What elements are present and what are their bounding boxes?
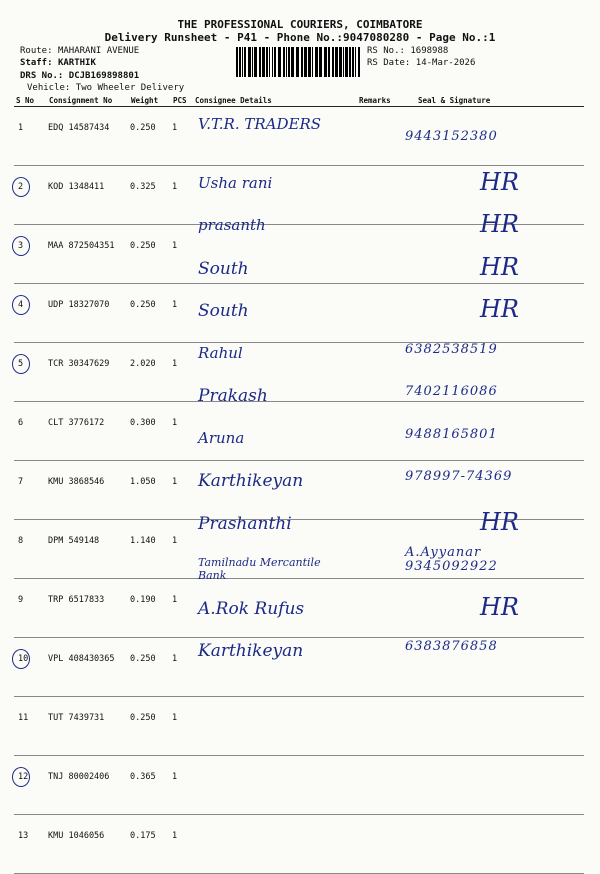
consignee-handwritten: South bbox=[198, 258, 249, 279]
row-signature-cell bbox=[416, 756, 584, 815]
consignee-handwritten: V.T.R. TRADERS bbox=[198, 115, 322, 133]
row-pcs: 1 bbox=[171, 697, 193, 756]
row-sno: 10 bbox=[14, 638, 47, 697]
signature-handwritten: 7402116086 bbox=[405, 384, 498, 399]
drs-value: DCJB169898801 bbox=[68, 71, 140, 81]
signature-handwritten: HR bbox=[480, 592, 519, 621]
row-consignment: KMU 1046056 bbox=[47, 815, 129, 874]
row-sno: 8 bbox=[14, 520, 47, 579]
rs-no-line bbox=[367, 46, 448, 57]
row-remarks-cell bbox=[357, 166, 416, 225]
row-consignee-cell bbox=[193, 756, 357, 815]
consignee-handwritten: prasanth bbox=[198, 216, 266, 234]
row-weight: 0.250 bbox=[129, 284, 171, 343]
circle-mark bbox=[12, 767, 30, 787]
header-row bbox=[14, 94, 584, 107]
rs-date-value: 14-Mar-2026 bbox=[415, 58, 476, 68]
row-consignment: CLT 3776172 bbox=[47, 402, 129, 461]
rs-no-label: RS No.: bbox=[367, 46, 405, 56]
row-weight: 0.365 bbox=[129, 756, 171, 815]
row-pcs: 1 bbox=[171, 166, 193, 225]
consignee-handwritten: Prakash bbox=[198, 386, 268, 406]
signature-handwritten: 6383876858 bbox=[405, 639, 498, 654]
circle-mark bbox=[12, 354, 30, 374]
row-pcs: 1 bbox=[171, 756, 193, 815]
circle-mark bbox=[12, 177, 30, 197]
row-remarks-cell bbox=[357, 284, 416, 343]
col-consignment: Consignment No bbox=[47, 94, 129, 107]
rs-date-line bbox=[367, 58, 475, 69]
consignee-handwritten: Aruna bbox=[198, 428, 245, 447]
row-remarks-cell bbox=[357, 815, 416, 874]
row-sno: 5 bbox=[14, 343, 47, 402]
col-signature: Seal & Signature bbox=[416, 94, 584, 107]
row-sno: 9 bbox=[14, 579, 47, 638]
row-signature-cell bbox=[416, 815, 584, 874]
col-sno: S No bbox=[14, 94, 47, 107]
vehicle-label: Vehicle: bbox=[27, 83, 71, 93]
table-row bbox=[14, 756, 584, 815]
signature-handwritten: HR bbox=[480, 252, 519, 281]
row-consignment: KMU 3868546 bbox=[47, 461, 129, 520]
row-weight: 0.325 bbox=[129, 166, 171, 225]
signature-handwritten: 978997-74369 bbox=[405, 469, 513, 484]
signature-handwritten: 6382538519 bbox=[405, 341, 498, 357]
row-sno: 13 bbox=[14, 815, 47, 874]
row-pcs: 1 bbox=[171, 225, 193, 284]
row-weight: 0.300 bbox=[129, 402, 171, 461]
staff-label: Staff: bbox=[20, 58, 53, 68]
row-consignment: TUT 7439731 bbox=[47, 697, 129, 756]
route-label: Route: bbox=[20, 46, 53, 56]
row-consignment: TNJ 80002406 bbox=[47, 756, 129, 815]
row-pcs: 1 bbox=[171, 107, 193, 166]
signature-handwritten: 9488165801 bbox=[405, 426, 498, 442]
consignee-handwritten: A.Rok Rufus bbox=[198, 598, 305, 619]
row-weight: 0.175 bbox=[129, 815, 171, 874]
col-consignee: Consignee Details bbox=[193, 94, 357, 107]
row-pcs: 1 bbox=[171, 402, 193, 461]
consignee-handwritten: Karthikeyan bbox=[198, 471, 304, 491]
row-sno: 6 bbox=[14, 402, 47, 461]
row-sno: 11 bbox=[14, 697, 47, 756]
col-remarks: Remarks bbox=[357, 94, 416, 107]
row-pcs: 1 bbox=[171, 815, 193, 874]
consignee-handwritten: Karthikeyan bbox=[198, 641, 304, 661]
company-title: THE PROFESSIONAL COURIERS, COIMBATORE bbox=[177, 18, 423, 31]
row-consignment: EDQ 14587434 bbox=[47, 107, 129, 166]
row-sno: 1 bbox=[14, 107, 47, 166]
consignee-handwritten: Rahul bbox=[198, 343, 243, 362]
row-weight: 0.250 bbox=[129, 225, 171, 284]
barcode bbox=[236, 47, 364, 77]
table-row bbox=[14, 815, 584, 874]
row-weight: 1.140 bbox=[129, 520, 171, 579]
vehicle-line bbox=[27, 83, 184, 94]
row-remarks-cell bbox=[357, 756, 416, 815]
row-consignment: KOD 1348411 bbox=[47, 166, 129, 225]
table-row bbox=[14, 343, 584, 402]
circle-mark bbox=[12, 649, 30, 669]
row-signature-cell bbox=[416, 697, 584, 756]
signature-handwritten: A.Ayyanar 9345092922 bbox=[405, 545, 498, 574]
table-row bbox=[14, 697, 584, 756]
row-sno: 4 bbox=[14, 284, 47, 343]
signature-handwritten: HR bbox=[480, 507, 519, 536]
circle-mark bbox=[12, 236, 30, 256]
row-consignment: TCR 30347629 bbox=[47, 343, 129, 402]
row-pcs: 1 bbox=[171, 520, 193, 579]
circle-mark bbox=[12, 295, 30, 315]
row-sno: 3 bbox=[14, 225, 47, 284]
consignee-handwritten: South bbox=[198, 301, 249, 321]
row-weight: 0.250 bbox=[129, 697, 171, 756]
drs-line bbox=[20, 71, 139, 82]
rs-no-value: 1698988 bbox=[410, 46, 449, 56]
route-line bbox=[20, 46, 139, 57]
row-consignment: UDP 18327070 bbox=[47, 284, 129, 343]
row-consignment: MAA 872504351 bbox=[47, 225, 129, 284]
row-sno: 7 bbox=[14, 461, 47, 520]
row-consignee-cell bbox=[193, 815, 357, 874]
row-consignment: VPL 408430365 bbox=[47, 638, 129, 697]
row-weight: 1.050 bbox=[129, 461, 171, 520]
row-weight: 0.250 bbox=[129, 638, 171, 697]
vehicle-value: Two Wheeler Delivery bbox=[75, 83, 185, 93]
row-remarks-cell bbox=[357, 579, 416, 638]
signature-handwritten: HR bbox=[480, 210, 519, 238]
staff-value: KARTHIK bbox=[57, 58, 96, 68]
consignee-handwritten: Usha rani bbox=[198, 173, 273, 192]
row-sno: 12 bbox=[14, 756, 47, 815]
signature-handwritten: HR bbox=[480, 295, 519, 323]
row-pcs: 1 bbox=[171, 579, 193, 638]
row-remarks-cell bbox=[357, 697, 416, 756]
consignee-handwritten: Prashanthi bbox=[198, 513, 292, 534]
row-weight: 0.250 bbox=[129, 107, 171, 166]
signature-handwritten: 9443152380 bbox=[405, 129, 498, 144]
row-weight: 0.190 bbox=[129, 579, 171, 638]
row-remarks-cell bbox=[357, 225, 416, 284]
staff-line bbox=[20, 58, 96, 69]
table-row bbox=[14, 402, 584, 461]
row-sno: 2 bbox=[14, 166, 47, 225]
col-weight: Weight bbox=[129, 94, 171, 107]
col-pcs: PCS bbox=[171, 94, 193, 107]
row-weight: 2.020 bbox=[129, 343, 171, 402]
row-pcs: 1 bbox=[171, 461, 193, 520]
consignee-handwritten: Tamilnadu Mercantile Bank bbox=[198, 556, 321, 582]
route-value: MAHARANI AVENUE bbox=[57, 46, 140, 56]
row-consignment: DPM 549148 bbox=[47, 520, 129, 579]
rs-date-label: RS Date: bbox=[367, 58, 411, 68]
signature-handwritten: HR bbox=[480, 167, 519, 196]
runsheet-subtitle: Delivery Runsheet - P41 - Phone No.:9047080280 - Page No.:1 bbox=[104, 31, 496, 44]
drs-label: DRS No.: bbox=[20, 71, 64, 81]
row-pcs: 1 bbox=[171, 638, 193, 697]
row-consignment: TRP 6517833 bbox=[47, 579, 129, 638]
row-consignee-cell bbox=[193, 697, 357, 756]
row-pcs: 1 bbox=[171, 343, 193, 402]
row-pcs: 1 bbox=[171, 284, 193, 343]
